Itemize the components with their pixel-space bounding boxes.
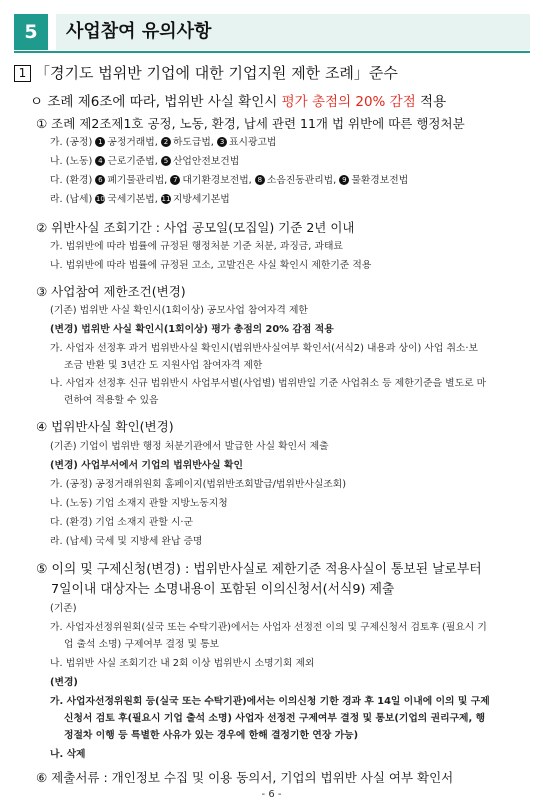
- s3-item-na-cont: 련하여 적용할 수 있음: [64, 395, 159, 406]
- section-number-badge: 5: [14, 14, 48, 50]
- bullet-suffix: 적용: [415, 94, 447, 110]
- s3-item-ga-cont: 조금 반환 및 3년간 도 지원사업 참여자격 제한: [64, 360, 263, 371]
- s5-title-cont: 7일이내 대상자는 소명내용이 포함된 이의신청서(서식9) 제출: [51, 582, 395, 597]
- page-number: - 6 -: [261, 789, 282, 800]
- s4-item: 가. (공정) 공정거래위원회 홈페이지(법위반조회발급/법위반사실조회): [50, 479, 347, 490]
- section-heading: [14, 62, 398, 83]
- law-name: 대기환경보전법,: [182, 175, 255, 186]
- s1-da: [50, 172, 408, 186]
- law-name: 폐기물관리법,: [107, 175, 171, 186]
- law-name: 하도급법,: [172, 137, 218, 148]
- boxed-number-icon: 1: [14, 65, 31, 82]
- s5-existing: (기존): [50, 603, 77, 614]
- s3-item-ga: 가. 사업자 선정후 과거 법위반사실 확인시(법위반사실여부 확인서(서식2) 내용과 상이) 사업 취소·보: [50, 343, 478, 354]
- circled-number-icon: 2: [161, 137, 171, 147]
- s3-item-na: 나. 사업자 선정후 신규 법위반시 사업부서별(사업별) 법위반일 기준 사업취소 등 제한기준을 별도로 마: [50, 378, 487, 389]
- s4-item: 라. (납세) 국세 및 지방세 완납 증명: [50, 536, 203, 547]
- s1-title: ① 조례 제2조제1호 공정, 노동, 환경, 납세 관련 11개 법 위반에 따른 행정처분: [36, 116, 465, 131]
- section-heading-text: 「경기도 법위반 기업에 대한 기업지원 제한 조례」준수: [35, 64, 398, 82]
- law-name: 소음진동관리법,: [266, 175, 340, 186]
- s1-da-prefix: 다. (환경): [50, 175, 96, 186]
- s5-item: 가. 사업자선정위원회(실국 또는 수탁기관)에서는 사업자 선정전 이의 및 구제신청서 검토후 (필요시 기: [50, 622, 487, 633]
- s4-title: ④ 법위반사실 확인(변경): [36, 419, 174, 434]
- circled-number-icon: 10: [95, 195, 105, 203]
- law-name: 산업안전보건법: [172, 156, 240, 167]
- s5-item-cont: 업 출석 소명) 구제여부 결정 및 통보: [64, 639, 219, 650]
- s3-title: ③ 사업참여 제한조건(변경): [36, 284, 186, 299]
- s1-ra-prefix: 라. (납세): [50, 194, 96, 205]
- s5-title: ⑤ 이의 및 구제신청(변경) : 법위반사실로 제한기준 적용사실이 통보된 날로부터: [36, 562, 482, 577]
- s4-item: 다. (환경) 기업 소재지 관할 시·군: [50, 517, 194, 528]
- bullet-marker: ㅇ: [30, 94, 44, 110]
- s1-na-prefix: 나. (노동): [50, 156, 96, 167]
- s4-changed: (변경) 사업부서에서 기업의 법위반사실 확인: [50, 460, 243, 471]
- circled-number-icon: 7: [170, 175, 180, 185]
- law-name: 근로기준법,: [107, 156, 161, 167]
- s1-ra: [50, 191, 230, 205]
- law-name: 지방세기본법: [172, 194, 230, 205]
- s5-changed: (변경): [50, 677, 78, 688]
- main-bullet: [30, 90, 446, 110]
- s4-item: 나. (노동) 기업 소재지 관할 지방노동지청: [50, 498, 228, 509]
- s5-item-cont: 정절차 이행 등 특별한 사유가 있는 경우에 한해 결정기한 연장 가능): [64, 730, 359, 741]
- s5-item: 나. 삭제: [50, 749, 86, 760]
- header-divider: [14, 51, 530, 53]
- law-name: 물환경보전법: [351, 175, 409, 186]
- circled-number-icon: 8: [255, 175, 265, 185]
- s2-title: ② 위반사실 조회기간 : 사업 공모일(모집일) 기준 2년 이내: [36, 220, 355, 235]
- s1-na: [50, 153, 239, 167]
- s4-existing: (기존) 기업이 법위반 행정 처분기관에서 발급한 사실 확인서 제출: [50, 441, 329, 452]
- s3-changed: (변경) 법위반 사실 확인시(1회이상) 평가 총점의 20% 감점 적용: [50, 324, 334, 335]
- s5-item-cont: 신청서 검토 후(필요시 기업 출석 소명) 사업자 선정전 구제여부 결정 및 통보(기업의 권리구제, 행: [64, 713, 486, 724]
- s5-item: 나. 법위반 사실 조회기간 내 2회 이상 법위반시 소명기회 제외: [50, 658, 315, 669]
- circled-number-icon: 9: [339, 175, 349, 185]
- law-name: 국세기본법,: [107, 194, 161, 205]
- s2-line: 가. 법위반에 따라 법률에 규정된 행정처분 기준 처분, 과징금, 과태료: [50, 241, 343, 252]
- circled-number-icon: 6: [95, 175, 105, 185]
- law-name: 표시광고법: [229, 137, 277, 148]
- bullet-prefix: 조례 제6조에 따라, 법위반 사실 확인시: [47, 94, 282, 110]
- page-title: 사업참여 유의사항: [56, 14, 530, 50]
- s3-existing: (기존) 법위반 사실 확인시(1회이상) 공모사업 참여자격 제한: [50, 305, 308, 316]
- circled-number-icon: 4: [95, 156, 105, 166]
- circled-number-icon: 5: [161, 156, 171, 166]
- circled-number-icon: 3: [217, 137, 227, 147]
- law-name: 공정거래법,: [107, 137, 161, 148]
- circled-number-icon: 1: [95, 137, 105, 147]
- s6-title: ⑥ 제출서류 : 개인정보 수집 및 이용 동의서, 기업의 법위반 사실 여부 확인서: [36, 770, 454, 785]
- s5-item: 가. 사업자선정위원회 등(실국 또는 수탁기관)에서는 이의신청 기한 경과 후 14일 이내에 이의 및 구제: [50, 696, 490, 707]
- s1-ga-prefix: 가. (공정): [50, 137, 96, 148]
- bullet-highlight: 평가 총점의 20% 감점: [281, 94, 416, 110]
- s1-ga: [50, 134, 276, 148]
- circled-number-icon: 11: [161, 195, 171, 203]
- s2-line: 나. 법위반에 따라 법률에 규정된 고소, 고발건은 사실 확인시 제한기준 적용: [50, 260, 372, 271]
